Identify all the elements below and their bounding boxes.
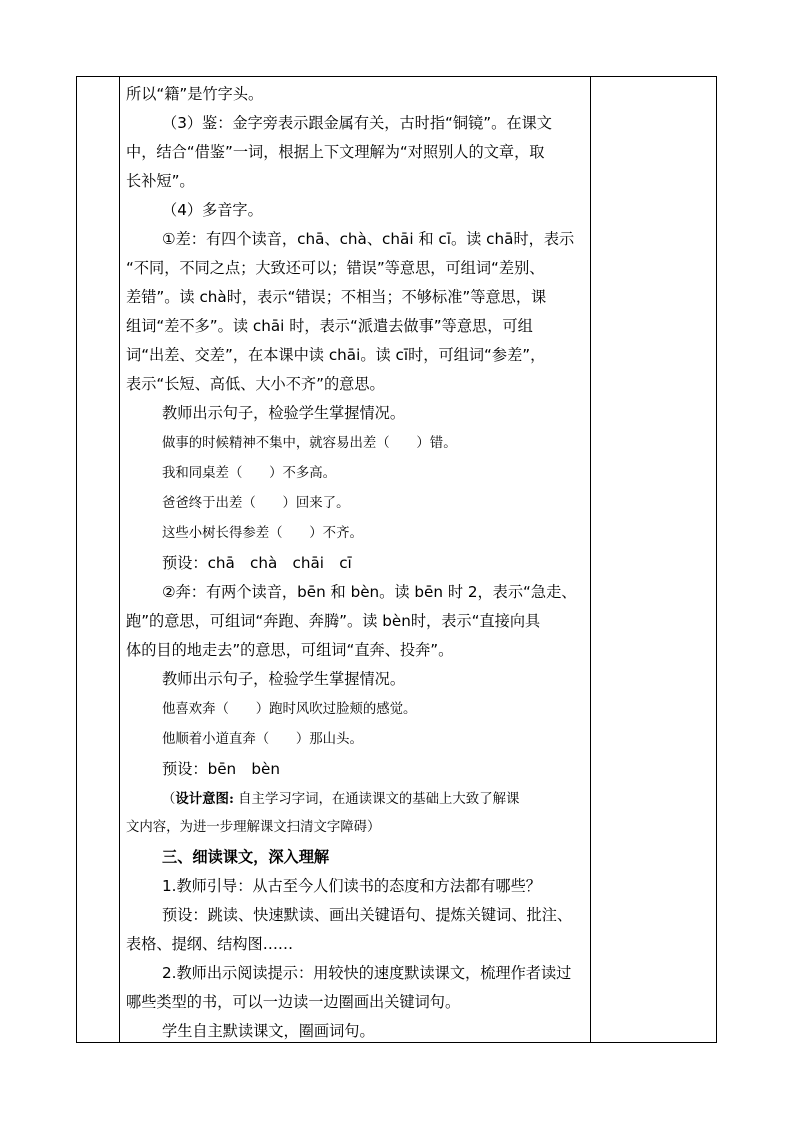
paren-open: （ (162, 792, 176, 807)
design-intent-text: 自主学习字词，在通读课文的基础上大致了解课 (233, 792, 520, 807)
text-line: 组词“差不多”。读 chāi 时，表示“派遣去做事”等意思，可组 (126, 317, 533, 335)
text-line: 哪些类型的书，可以一边读一边圈画出关键词句。 (126, 993, 461, 1011)
text-line: 他顺着小道直奔（ ）那山头。 (162, 732, 363, 747)
text-line: ①差：有四个读音，chā、chà、chāi 和 cī。读 chā时，表示 (162, 230, 575, 248)
text-line: 2.教师出示阅读提示：用较快的速度默读课文，梳理作者读过 (162, 964, 572, 982)
text-line: 表格、提纲、结构图…… (126, 935, 294, 953)
text-line: 预设：chā chà chāi cī (162, 554, 352, 572)
text-line: 所以“籍”是竹字头。 (126, 85, 264, 103)
text-line: “不同，不同之点；大致还可以；错误”等意思，可组词“差别、 (126, 259, 545, 277)
text-line: 中，结合“借鉴”一词，根据上下文理解为“对照别人的文章，取 (126, 143, 545, 161)
text-line: （3）鉴：金字旁表示跟金属有关，古时指“铜镜”。在课文 (162, 114, 552, 132)
text-line: 1.教师引导：从古至今人们读书的态度和方法都有哪些？ (162, 877, 541, 895)
text-line: 文内容，为进一步理解课文扫清文字障碍） (126, 820, 381, 835)
text-line: 学生自主默读课文，圈画词句。 (162, 1022, 375, 1040)
text-line: 词“出差、交差”，在本课中读 chāi。读 cī时，可组词“参差”， (126, 346, 546, 364)
text-line: 这些小树长得参差（ ）不齐。 (162, 526, 363, 541)
text-line: 体的目的地走去”的意思，可组词“直奔、投奔”。 (126, 641, 454, 659)
text-line: 教师出示句子，检验学生掌握情况。 (162, 670, 405, 688)
table-column-divider-right (590, 76, 591, 1043)
text-line: 差错”。读 chà时，表示“错误；不相当；不够标准”等意思，课 (126, 288, 547, 306)
text-line: 爸爸终于出差（ ）回来了。 (162, 496, 350, 511)
text-line: 预设：bēn bèn (162, 760, 280, 778)
text-line: ②奔：有两个读音，bēn 和 bèn。读 bēn 时 2，表示“急走、 (162, 583, 577, 601)
text-line: 三、细读课文，深入理解 (162, 848, 330, 866)
text-line: （4）多音字。 (162, 201, 263, 219)
text-line: 做事的时候精神不集中，就容易出差（ ）错。 (162, 436, 457, 451)
table-column-divider-left (119, 76, 120, 1043)
text-line: 表示“长短、高低、大小不齐”的意思。 (126, 375, 385, 393)
text-line: 跑”的意思，可组词“奔跑、奔腾”。读 bèn时，表示“直接向具 (126, 612, 541, 630)
design-intent-label: 设计意图: (175, 791, 234, 807)
text-line: 他喜欢奔（ ）跑时风吹过脸颊的感觉。 (162, 702, 417, 717)
text-line (162, 789, 519, 810)
text-line: 我和同桌差（ ）不多高。 (162, 466, 337, 481)
text-line: 预设：跳读、快速默读、画出关键语句、提炼关键词、批注、 (162, 906, 573, 924)
text-line: 长补短”。 (126, 172, 195, 190)
text-line: 教师出示句子，检验学生掌握情况。 (162, 404, 405, 422)
